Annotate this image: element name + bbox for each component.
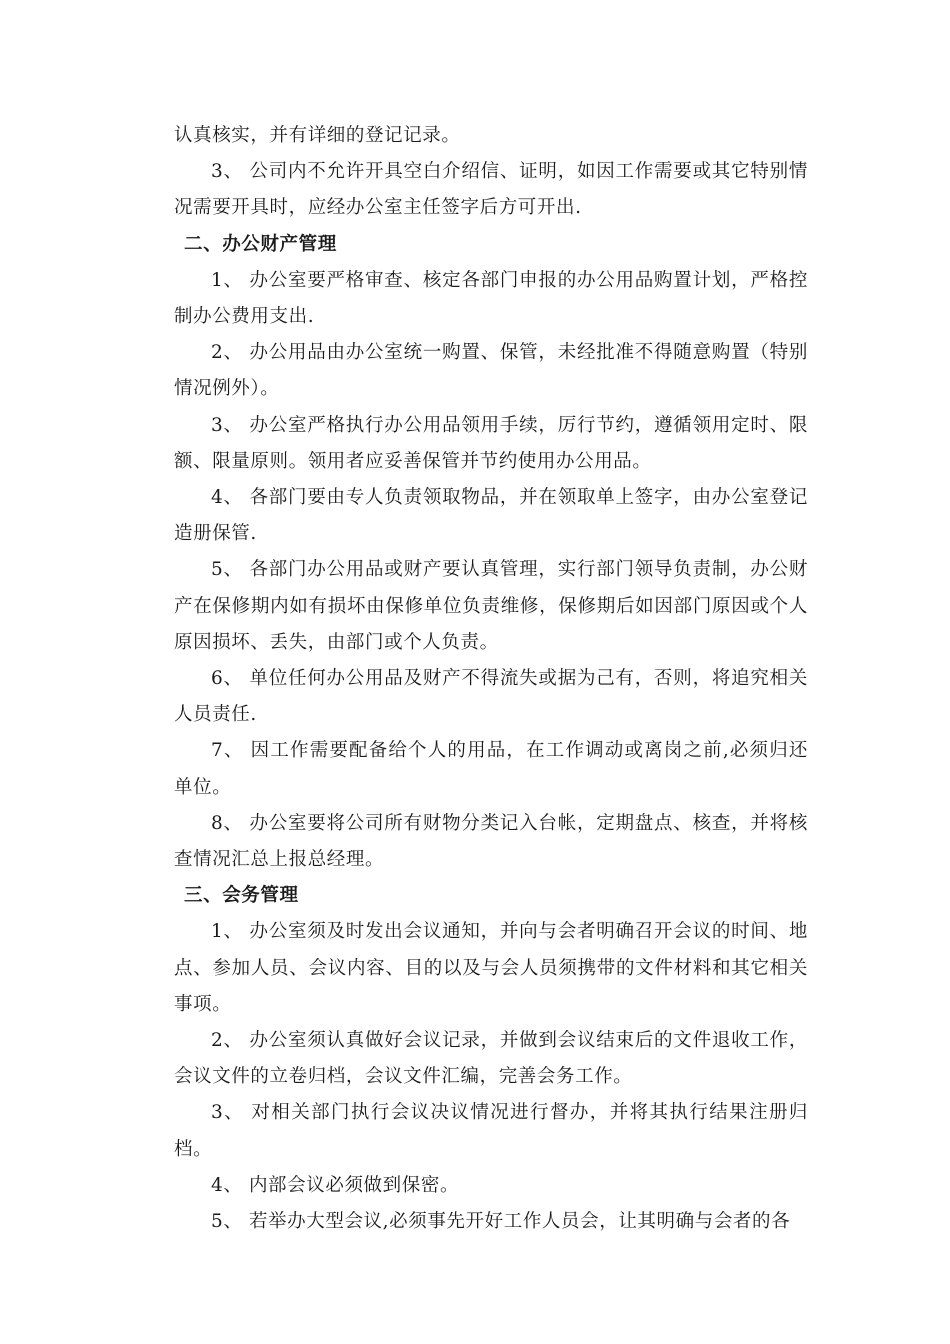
document-body bbox=[174, 118, 808, 1240]
paragraph-item-3-5: 5、 若举办大型会议,必须事先开好工作人员会，让其明确与会者的各 bbox=[211, 1211, 791, 1233]
paragraph-continuation: 认真核实，并有详细的登记记录。 bbox=[174, 125, 461, 146]
paragraph-item-2-2: 2、 办公用品由办公室统一购置、保管，未经批准不得随意购置（特别情况例外）。 bbox=[174, 342, 808, 400]
paragraph-item-1-3: 3、 公司内不允许开具空白介绍信、证明，如因工作需要或其它特别情况需要开具时，应经办公室主任签字后方可开出. bbox=[174, 161, 808, 219]
paragraph-item-2-7: 7、 因工作需要配备给个人的用品，在工作调动或离岗之前,必须归还单位。 bbox=[174, 740, 808, 798]
paragraph-item-2-1: 1、 办公室要严格审查、核定各部门申报的办公用品购置计划，严格控制办公费用支出. bbox=[174, 269, 808, 328]
paragraph-item-2-3: 3、 办公室严格执行办公用品领用手续，厉行节约，遵循领用定时、限额、限量原则。领用者应妥善保管并节约使用办公用品。 bbox=[174, 414, 808, 472]
paragraph-item-2-4: 4、 各部门要由专人负责领取物品，并在领取单上签字，由办公室登记造册保管. bbox=[174, 487, 808, 545]
paragraph-item-2-6: 6、 单位任何办公用品及财产不得流失或据为己有，否则，将追究相关人员责任. bbox=[174, 668, 808, 726]
paragraph-item-3-1: 1、 办公室须及时发出会议通知，并向与会者明确召开会议的时间、地点、参加人员、会议内容、目的以及与会人员须携带的文件材料和其它相关事项。 bbox=[174, 921, 808, 1015]
section-heading-meeting-management: 三、会务管理 bbox=[184, 885, 299, 907]
paragraph-item-2-8: 8、 办公室要将公司所有财物分类记入台帐，定期盘点、核查，并将核查情况汇总上报总经理。 bbox=[174, 812, 808, 871]
paragraph-item-3-3: 3、 对相关部门执行会议决议情况进行督办，并将其执行结果注册归档。 bbox=[174, 1102, 808, 1160]
section-heading-office-property: 二、办公财产管理 bbox=[184, 233, 337, 255]
paragraph-item-3-2: 2、 办公室须认真做好会议记录，并做到会议结束后的文件退收工作，会议文件的立卷归档，会议文件汇编，完善会务工作。 bbox=[174, 1030, 808, 1088]
paragraph-item-3-4: 4、 内部会议必须做到保密。 bbox=[211, 1174, 460, 1196]
paragraph-item-2-5: 5、 各部门办公用品或财产要认真管理，实行部门领导负责制，办公财产在保修期内如有损坏由保修单位负责维修，保修期后如因部门原因或个人原因损坏、丢失，由部门或个人负责。 bbox=[174, 559, 808, 653]
